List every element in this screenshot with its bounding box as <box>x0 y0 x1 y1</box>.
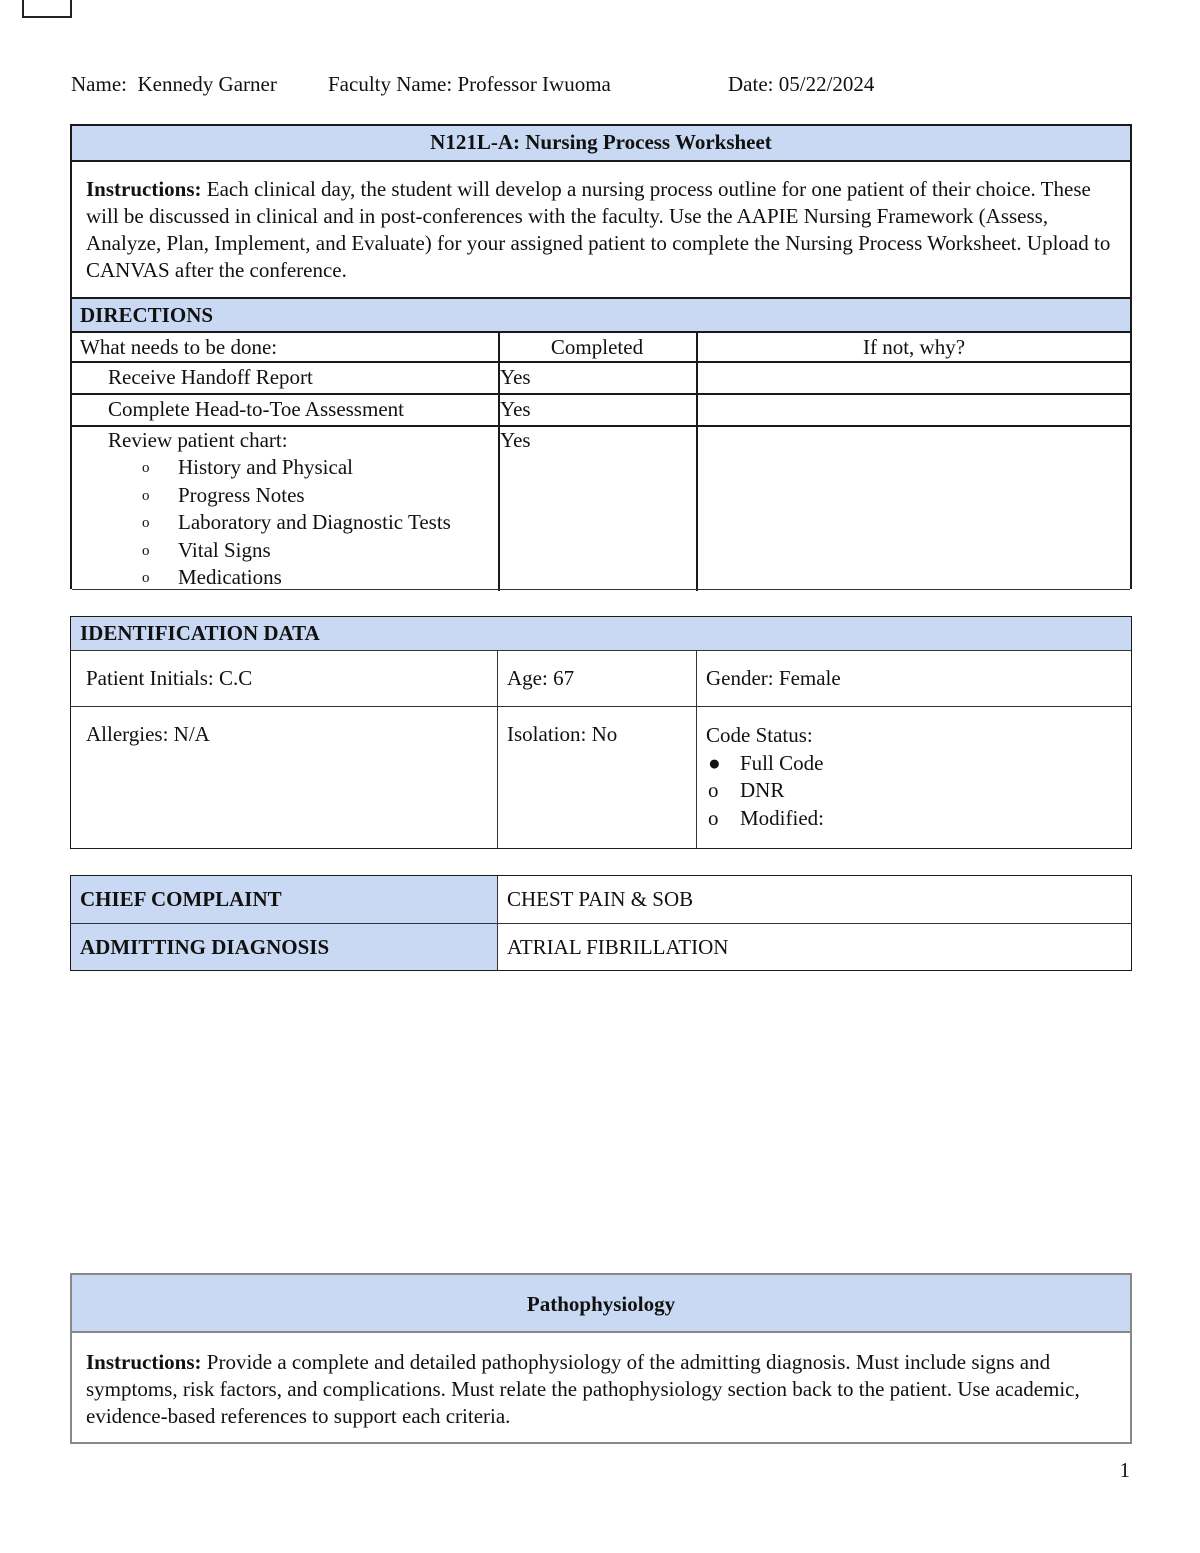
task-review-chart: Review patient chart: <box>108 428 288 452</box>
circle-bullet-icon: o <box>142 542 150 559</box>
chief-complaint-label: CHIEF COMPLAINT <box>71 876 497 923</box>
code-option-full <box>672 750 824 778</box>
filled-bullet-icon: ● <box>708 750 721 775</box>
directions-heading: DIRECTIONS <box>72 299 1130 331</box>
worksheet-instructions <box>86 176 1116 284</box>
patient-allergies: Allergies: N/A <box>86 722 210 746</box>
pathophysiology-title: Pathophysiology <box>72 1275 1130 1331</box>
admitting-diagnosis-label: ADMITTING DIAGNOSIS <box>71 924 497 970</box>
date-label: Date <box>728 72 768 96</box>
list-item <box>108 564 508 592</box>
completed-review-chart: Yes <box>500 428 531 452</box>
name-field: Name: Kennedy Garner <box>71 72 277 96</box>
patient-age: Age: 67 <box>507 666 575 690</box>
worksheet-table <box>70 124 1132 589</box>
patient-isolation: Isolation: No <box>507 722 618 746</box>
circle-bullet-icon: o <box>142 487 150 504</box>
code-option-label: DNR <box>740 778 785 802</box>
chart-item-label: Medications <box>178 565 282 589</box>
chart-item-label: Vital Signs <box>178 537 271 562</box>
faculty-value: Professor Iwuoma <box>457 72 611 96</box>
list-item <box>108 454 508 482</box>
patho-instructions-text: Provide a complete and detailed pathophysiology of the admitting diagnosis. Must include signs and symptoms, risk factors, and complications. Must relate the pathophysiology section back to the patient. Use academic, evidence-based references to support each criteria. <box>86 1350 1080 1428</box>
col-header-completed: Completed <box>550 335 644 359</box>
instructions-text: Each clinical day, the student will develop a nursing process outline for one patient of their choice. These will be discussed in clinical and in post-conferences with the faculty. Use the AAPIE Nursing Framework (Assess, Analyze, Plan, Implement, and Evaluate) for your assigned patient to complete the Nursing Process Worksheet. Upload to CANVAS after the conference. <box>86 177 1111 282</box>
chief-complaint-value: CHEST PAIN & SOB <box>507 887 694 911</box>
chart-items-list <box>108 454 508 592</box>
admitting-diagnosis-value: ATRIAL FIBRILLATION <box>507 935 729 959</box>
col-header-task: What needs to be done: <box>80 335 278 359</box>
code-status-label: Code Status: <box>706 723 813 747</box>
patho-instructions-label: Instructions: <box>86 1350 202 1374</box>
code-status-options <box>672 750 824 833</box>
list-item <box>108 509 508 537</box>
code-option-label: Modified: <box>740 805 824 830</box>
chart-item-label: History and Physical <box>178 455 353 479</box>
chart-item-label: Progress Notes <box>178 482 305 507</box>
code-option-dnr <box>672 777 824 805</box>
col-header-why: If not, why? <box>862 335 966 359</box>
task-handoff: Receive Handoff Report <box>108 365 313 389</box>
corner-box <box>22 0 72 18</box>
faculty-label: Faculty Name <box>328 72 447 96</box>
name-label: Name <box>71 72 122 96</box>
circle-bullet-icon: o <box>142 570 150 586</box>
complaint-table <box>70 875 1132 971</box>
circle-bullet-icon: o <box>142 460 150 476</box>
date-value: 05/22/2024 <box>778 72 875 96</box>
instructions-label: Instructions: <box>86 177 202 201</box>
patient-initials: Patient Initials: C.C <box>86 666 253 690</box>
code-option-modified <box>672 805 824 833</box>
completed-handoff: Yes <box>500 365 531 389</box>
chart-item-label: Laboratory and Diagnostic Tests <box>178 510 451 534</box>
circle-bullet-icon: o <box>708 778 719 802</box>
date-field: Date: 05/22/2024 <box>728 72 875 96</box>
pathophysiology-instructions <box>86 1349 1116 1430</box>
faculty-field: Faculty Name: Professor Iwuoma <box>328 72 611 96</box>
circle-bullet-icon: o <box>708 805 719 830</box>
list-item <box>108 537 508 565</box>
list-item <box>108 482 508 510</box>
task-assessment: Complete Head-to-Toe Assessment <box>108 397 404 421</box>
name-value: Kennedy Garner <box>137 72 277 96</box>
completed-assessment: Yes <box>500 397 531 421</box>
page-number: 1 <box>1119 1458 1130 1482</box>
circle-bullet-icon: o <box>142 515 150 531</box>
code-status <box>706 722 824 832</box>
patient-gender: Gender: Female <box>706 666 841 690</box>
pathophysiology-table <box>70 1273 1132 1444</box>
code-option-label: Full Code <box>740 750 824 775</box>
identification-heading: IDENTIFICATION DATA <box>71 617 1131 650</box>
worksheet-title: N121L-A: Nursing Process Worksheet <box>72 126 1130 160</box>
identification-table <box>70 616 1132 849</box>
